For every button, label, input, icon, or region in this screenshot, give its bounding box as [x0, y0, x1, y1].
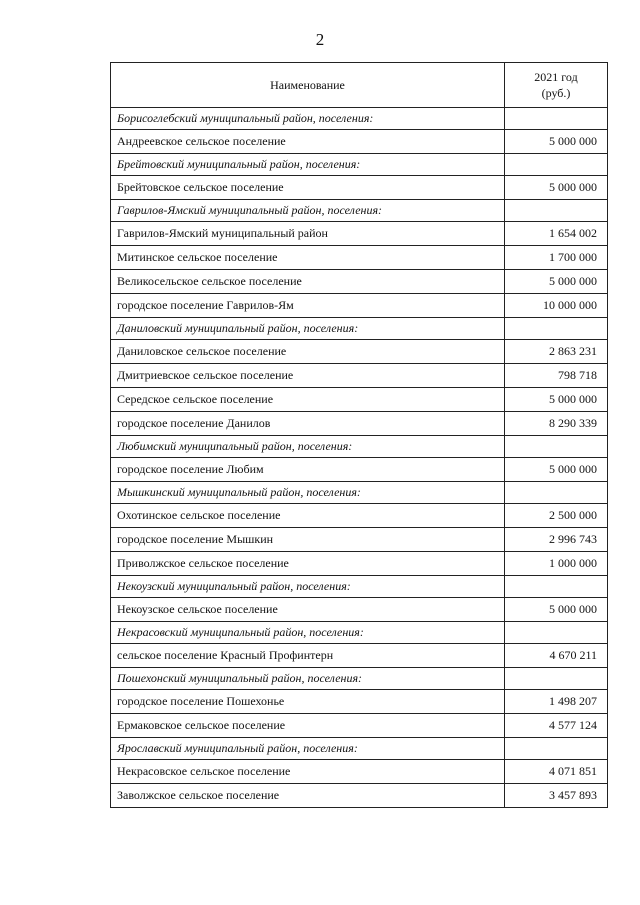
page-number: 2: [315, 30, 325, 49]
district-name: Некоузский муниципальный район, поселения:: [111, 576, 505, 598]
settlement-row: [111, 270, 608, 294]
column-header-amount-unit: (руб.): [541, 86, 571, 100]
settlement-row: [111, 784, 608, 808]
column-header-amount-year: 2021 год: [534, 70, 578, 84]
district-group-row: [111, 200, 608, 222]
amount-cell: [505, 318, 608, 340]
amount-cell: 2 996 743: [505, 528, 608, 552]
settlement-name: Брейтовское сельское поселение: [111, 176, 505, 200]
settlement-name: городское поселение Мышкин: [111, 528, 505, 552]
district-name: Пошехонский муниципальный район, поселения:: [111, 668, 505, 690]
amount-cell: 5 000 000: [505, 130, 608, 154]
settlement-name: Даниловское сельское поселение: [111, 340, 505, 364]
amount-cell: [505, 482, 608, 504]
district-group-row: [111, 576, 608, 598]
settlement-name: Середское сельское поселение: [111, 388, 505, 412]
settlement-row: [111, 760, 608, 784]
settlement-name: городское поселение Пошехонье: [111, 690, 505, 714]
amount-cell: 8 290 339: [505, 412, 608, 436]
settlement-row: [111, 458, 608, 482]
district-group-row: [111, 738, 608, 760]
amount-cell: 1 498 207: [505, 690, 608, 714]
amount-cell: [505, 738, 608, 760]
settlement-row: [111, 528, 608, 552]
district-group-row: [111, 622, 608, 644]
district-name: Брейтовский муниципальный район, поселения:: [111, 154, 505, 176]
amount-cell: 4 670 211: [505, 644, 608, 668]
settlement-name: Приволжское сельское поселение: [111, 552, 505, 576]
settlement-row: [111, 176, 608, 200]
amount-cell: 1 000 000: [505, 552, 608, 576]
district-name: Борисоглебский муниципальный район, поселения:: [111, 108, 505, 130]
district-name: Некрасовский муниципальный район, поселения:: [111, 622, 505, 644]
column-header-name: Наименование: [111, 63, 505, 108]
amount-cell: [505, 576, 608, 598]
amount-cell: 1 654 002: [505, 222, 608, 246]
amount-cell: 10 000 000: [505, 294, 608, 318]
district-group-row: [111, 482, 608, 504]
settlement-name: Охотинское сельское поселение: [111, 504, 505, 528]
settlement-name: Гаврилов-Ямский муниципальный район: [111, 222, 505, 246]
settlement-name: Дмитриевское сельское поселение: [111, 364, 505, 388]
settlement-row: [111, 364, 608, 388]
amount-cell: 5 000 000: [505, 388, 608, 412]
amount-cell: 4 071 851: [505, 760, 608, 784]
district-name: Любимский муниципальный район, поселения:: [111, 436, 505, 458]
district-name: Гаврилов-Ямский муниципальный район, поселения:: [111, 200, 505, 222]
amount-cell: [505, 622, 608, 644]
settlement-row: [111, 388, 608, 412]
settlement-row: [111, 294, 608, 318]
settlement-row: [111, 504, 608, 528]
settlement-name: городское поселение Любим: [111, 458, 505, 482]
district-group-row: [111, 108, 608, 130]
settlement-row: [111, 412, 608, 436]
amount-cell: 2 500 000: [505, 504, 608, 528]
settlement-row: [111, 246, 608, 270]
settlement-name: Андреевское сельское поселение: [111, 130, 505, 154]
amount-cell: [505, 436, 608, 458]
settlement-name: городское поселение Данилов: [111, 412, 505, 436]
settlement-name: Заволжское сельское поселение: [111, 784, 505, 808]
district-name: Ярославский муниципальный район, поселения:: [111, 738, 505, 760]
district-name: Даниловский муниципальный район, поселения:: [111, 318, 505, 340]
amount-cell: [505, 154, 608, 176]
amount-cell: 1 700 000: [505, 246, 608, 270]
settlement-name: сельское поселение Красный Профинтерн: [111, 644, 505, 668]
amount-cell: [505, 668, 608, 690]
district-group-row: [111, 154, 608, 176]
amount-cell: 3 457 893: [505, 784, 608, 808]
settlement-row: [111, 644, 608, 668]
amount-cell: 5 000 000: [505, 270, 608, 294]
amount-cell: [505, 200, 608, 222]
settlement-row: [111, 690, 608, 714]
district-group-row: [111, 318, 608, 340]
amount-cell: 2 863 231: [505, 340, 608, 364]
settlement-name: городское поселение Гаврилов-Ям: [111, 294, 505, 318]
district-name: Мышкинский муниципальный район, поселения:: [111, 482, 505, 504]
amount-cell: [505, 108, 608, 130]
settlement-name: Великосельское сельское поселение: [111, 270, 505, 294]
settlement-name: Ермаковское сельское поселение: [111, 714, 505, 738]
amount-cell: 5 000 000: [505, 176, 608, 200]
settlement-name: Митинское сельское поселение: [111, 246, 505, 270]
settlement-row: [111, 130, 608, 154]
settlement-row: [111, 340, 608, 364]
settlement-row: [111, 552, 608, 576]
column-header-amount: [505, 63, 608, 108]
settlement-row: [111, 714, 608, 738]
settlement-row: [111, 598, 608, 622]
amount-cell: 798 718: [505, 364, 608, 388]
amount-cell: 4 577 124: [505, 714, 608, 738]
settlement-name: Некоузское сельское поселение: [111, 598, 505, 622]
district-group-row: [111, 436, 608, 458]
district-group-row: [111, 668, 608, 690]
amount-cell: 5 000 000: [505, 458, 608, 482]
settlement-name: Некрасовское сельское поселение: [111, 760, 505, 784]
settlement-row: [111, 222, 608, 246]
table-body: [111, 108, 608, 808]
appropriations-table: [110, 62, 608, 808]
table-header-row: [111, 63, 608, 108]
amount-cell: 5 000 000: [505, 598, 608, 622]
